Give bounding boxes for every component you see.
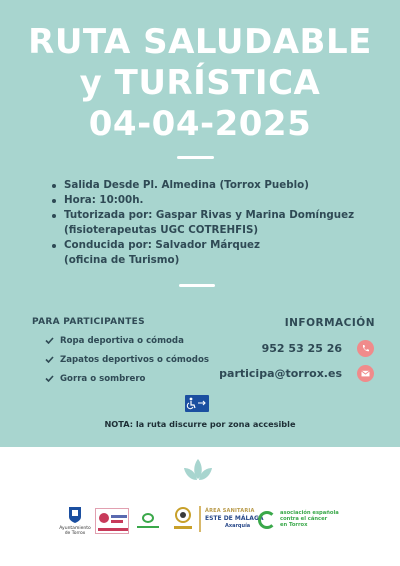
detail-text: Conducida por: Salvador Márquez [64, 239, 261, 251]
divider-top [177, 156, 214, 159]
check-icon [45, 337, 54, 344]
check-icon [45, 375, 54, 382]
aecc-ring-icon [258, 511, 276, 529]
participant-item-text: Gorra o sombrero [60, 374, 146, 384]
route-details-list [52, 178, 372, 268]
detail-subtext: (fisioterapeutas UGC COTREHFIS) [64, 224, 259, 236]
aecc-logo [258, 510, 348, 532]
area-logo-line-1: ÁREA SANITARIA [205, 508, 255, 514]
email-link[interactable]: participa@torrox.es [219, 367, 342, 380]
detail-item [52, 238, 372, 268]
detail-subtext: (oficina de Turismo) [64, 254, 180, 266]
participant-item [45, 372, 209, 391]
participants-list [45, 334, 209, 391]
title-line-1: RUTA SALUDABLE [28, 22, 372, 62]
detail-text: Tutorizada por: Gaspar Rivas y Marina Domínguez [64, 209, 355, 221]
leaf-icon [183, 457, 213, 481]
health-network-logo [137, 511, 159, 531]
check-icon [45, 356, 54, 363]
title-line-2: y TURÍSTICA [79, 63, 321, 103]
area-sanitaria-logo [199, 506, 264, 532]
municipal-logo-2 [95, 508, 129, 534]
detail-item [52, 193, 372, 208]
accessibility-note: NOTA: la ruta discurre por zona accesible [104, 419, 296, 429]
poster-title [0, 22, 400, 145]
participant-item-text: Ropa deportiva o cómoda [60, 336, 184, 346]
participant-item-text: Zapatos deportivos o cómodos [60, 355, 209, 365]
area-logo-line-3: Axarquía [225, 523, 251, 529]
participants-heading: PARA PARTICIPANTES [32, 317, 145, 327]
detail-item [52, 178, 372, 193]
association-logo [172, 506, 194, 532]
accessibility-icon [185, 395, 209, 412]
detail-text: Hora: 10:00h. [64, 194, 144, 206]
info-heading: INFORMACIÓN [284, 317, 375, 329]
participant-item [45, 334, 209, 353]
participant-item [45, 353, 209, 372]
detail-text: Salida Desde Pl. Almedina (Torrox Pueblo) [64, 179, 309, 191]
detail-item [52, 208, 372, 238]
title-date: 04-04-2025 [88, 104, 312, 144]
divider-bottom [179, 284, 215, 287]
phone-number[interactable]: 952 53 25 26 [261, 342, 342, 355]
mail-icon [357, 365, 374, 382]
aecc-logo-text [280, 510, 339, 528]
aecc-line-2: contra el cáncer [280, 516, 328, 522]
ayuntamiento-logo [60, 506, 90, 536]
aecc-line-3: en Torrox [280, 522, 308, 528]
ayuntamiento-logo-text: Ayuntamiento de Torrox [59, 526, 91, 536]
phone-icon [357, 340, 374, 357]
area-logo-line-2: ESTE DE MÁLAGA [205, 515, 264, 522]
aecc-line-1: asociación española [280, 510, 339, 516]
